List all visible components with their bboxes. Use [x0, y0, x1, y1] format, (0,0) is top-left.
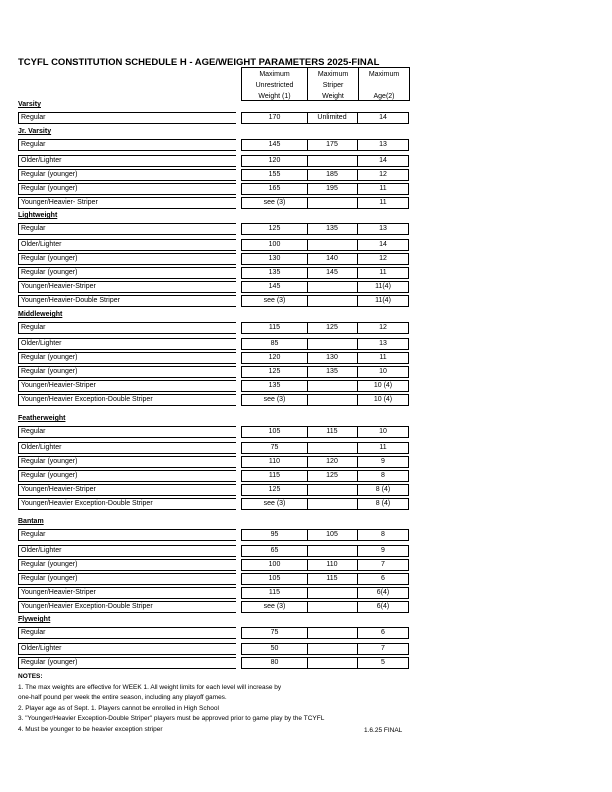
unrestricted-weight-cell: 65: [241, 545, 308, 557]
max-age-cell: 6(4): [358, 587, 409, 599]
row-label: Regular (younger): [18, 352, 236, 364]
max-age-cell: 11: [358, 442, 409, 454]
row-label: Regular (younger): [18, 366, 236, 378]
unrestricted-weight-cell: 145: [241, 139, 308, 151]
striper-weight-cell: 135: [307, 366, 358, 378]
header-max-unrestricted-weight: [241, 67, 308, 101]
row-label: Regular (younger): [18, 267, 236, 279]
row-label: Regular (younger): [18, 456, 236, 468]
striper-weight-cell: 105: [307, 529, 358, 541]
section-heading: Featherweight: [18, 415, 66, 422]
striper-weight-cell: [307, 239, 358, 251]
unrestricted-weight-cell: see (3): [241, 295, 308, 307]
header-line: Maximum: [259, 71, 290, 78]
unrestricted-weight-cell: 125: [241, 484, 308, 496]
unrestricted-weight-cell: see (3): [241, 601, 308, 613]
max-age-cell: 11(4): [358, 295, 409, 307]
max-age-cell: 14: [358, 112, 409, 124]
max-age-cell: 10: [358, 366, 409, 378]
row-label: Younger/Heavier-Striper: [18, 281, 236, 293]
section-heading: Bantam: [18, 518, 44, 525]
row-label: Younger/Heavier-Striper: [18, 484, 236, 496]
striper-weight-cell: [307, 498, 358, 510]
striper-weight-cell: 175: [307, 139, 358, 151]
unrestricted-weight-cell: 105: [241, 573, 308, 585]
row-label: Younger/Heavier-Striper: [18, 587, 236, 599]
unrestricted-weight-cell: 85: [241, 338, 308, 350]
section-heading: Middleweight: [18, 311, 63, 318]
max-age-cell: 13: [358, 338, 409, 350]
unrestricted-weight-cell: 115: [241, 470, 308, 482]
header-line: Age(2): [373, 93, 395, 100]
unrestricted-weight-cell: 95: [241, 529, 308, 541]
striper-weight-cell: 120: [307, 456, 358, 468]
row-label: Regular: [18, 627, 236, 639]
striper-weight-cell: 115: [307, 426, 358, 438]
max-age-cell: 11: [358, 267, 409, 279]
max-age-cell: 7: [358, 643, 409, 655]
row-label: Younger/Heavier- Striper: [18, 197, 236, 209]
note-line: 2. Player age as of Sept. 1. Players cannot be enrolled in High School: [18, 704, 219, 712]
row-label: Regular (younger): [18, 183, 236, 195]
page-title: TCYFL CONSTITUTION SCHEDULE H - AGE/WEIGHT PARAMETERS 2025-FINAL: [18, 57, 380, 68]
max-age-cell: 9: [358, 456, 409, 468]
header-line: Unrestricted: [255, 82, 294, 89]
unrestricted-weight-cell: 145: [241, 281, 308, 293]
striper-weight-cell: 195: [307, 183, 358, 195]
row-label: Older/Lighter: [18, 239, 236, 251]
section-heading: Varsity: [18, 101, 41, 108]
striper-weight-cell: [307, 627, 358, 639]
section-heading: Lightweight: [18, 212, 58, 219]
row-label: Younger/Heavier-Double Striper: [18, 295, 236, 307]
striper-weight-cell: [307, 657, 358, 669]
section-heading: Jr. Varsity: [18, 128, 52, 135]
row-label: Regular: [18, 139, 236, 151]
header-line: Maximum: [368, 71, 400, 78]
striper-weight-cell: 140: [307, 253, 358, 265]
striper-weight-cell: Unlimited: [307, 112, 358, 124]
striper-weight-cell: 125: [307, 470, 358, 482]
row-label: Regular (younger): [18, 573, 236, 585]
max-age-cell: 7: [358, 559, 409, 571]
note-line: 3. "Younger/Heavier Exception-Double Striper" players must be approved prior to game play by the TCYFL: [18, 715, 325, 722]
max-age-cell: 10: [358, 426, 409, 438]
max-age-cell: 11: [358, 197, 409, 209]
striper-weight-cell: [307, 394, 358, 406]
notes-heading: NOTES:: [18, 673, 43, 680]
max-age-cell: 9: [358, 545, 409, 557]
unrestricted-weight-cell: 110: [241, 456, 308, 468]
max-age-cell: 12: [358, 253, 409, 265]
striper-weight-cell: 185: [307, 169, 358, 181]
max-age-cell: 8 (4): [358, 498, 409, 510]
header-line: Weight: [322, 93, 344, 100]
striper-weight-cell: [307, 587, 358, 599]
striper-weight-cell: 145: [307, 267, 358, 279]
row-label: Older/Lighter: [18, 545, 236, 557]
striper-weight-cell: 135: [307, 223, 358, 235]
header-max-striper-weight: [307, 67, 359, 101]
row-label: Older/Lighter: [18, 338, 236, 350]
max-age-cell: 8: [358, 529, 409, 541]
header-max-age: [358, 67, 410, 101]
unrestricted-weight-cell: 120: [241, 155, 308, 167]
striper-weight-cell: [307, 338, 358, 350]
unrestricted-weight-cell: 170: [241, 112, 308, 124]
unrestricted-weight-cell: 120: [241, 352, 308, 364]
max-age-cell: 12: [358, 169, 409, 181]
max-age-cell: 13: [358, 223, 409, 235]
striper-weight-cell: [307, 643, 358, 655]
striper-weight-cell: [307, 442, 358, 454]
row-label: Older/Lighter: [18, 155, 236, 167]
row-label: Regular: [18, 426, 236, 438]
header-line: Weight (1): [258, 93, 291, 100]
row-label: Younger/Heavier Exception-Double Striper: [18, 498, 236, 510]
row-label: Regular: [18, 223, 236, 235]
header-line: Striper: [322, 82, 344, 89]
notes-block: [18, 672, 324, 735]
unrestricted-weight-cell: 155: [241, 169, 308, 181]
max-age-cell: 11: [358, 183, 409, 195]
striper-weight-cell: [307, 281, 358, 293]
row-label: Younger/Heavier-Striper: [18, 380, 236, 392]
version-label: 1.6.25 FINAL: [364, 727, 403, 734]
row-label: Regular (younger): [18, 470, 236, 482]
max-age-cell: 8: [358, 470, 409, 482]
max-age-cell: 8 (4): [358, 484, 409, 496]
row-label: Regular (younger): [18, 657, 236, 669]
striper-weight-cell: 110: [307, 559, 358, 571]
max-age-cell: 6: [358, 627, 409, 639]
max-age-cell: 10 (4): [358, 394, 409, 406]
unrestricted-weight-cell: 75: [241, 442, 308, 454]
unrestricted-weight-cell: 125: [241, 223, 308, 235]
striper-weight-cell: [307, 155, 358, 167]
unrestricted-weight-cell: 100: [241, 239, 308, 251]
max-age-cell: 14: [358, 239, 409, 251]
note-line: one-half pound per week the entire season, including any playoff games.: [18, 694, 227, 701]
max-age-cell: 6(4): [358, 601, 409, 613]
max-age-cell: 11(4): [358, 281, 409, 293]
max-age-cell: 6: [358, 573, 409, 585]
unrestricted-weight-cell: see (3): [241, 394, 308, 406]
max-age-cell: 13: [358, 139, 409, 151]
striper-weight-cell: 115: [307, 573, 358, 585]
striper-weight-cell: [307, 601, 358, 613]
row-label: Regular: [18, 322, 236, 334]
unrestricted-weight-cell: see (3): [241, 498, 308, 510]
unrestricted-weight-cell: 100: [241, 559, 308, 571]
striper-weight-cell: [307, 545, 358, 557]
note-line: 4. Must be younger to be heavier exception striper: [18, 725, 163, 733]
unrestricted-weight-cell: 80: [241, 657, 308, 669]
unrestricted-weight-cell: 165: [241, 183, 308, 195]
max-age-cell: 12: [358, 322, 409, 334]
striper-weight-cell: 130: [307, 352, 358, 364]
row-label: Older/Lighter: [18, 442, 236, 454]
unrestricted-weight-cell: 105: [241, 426, 308, 438]
row-label: Regular (younger): [18, 169, 236, 181]
unrestricted-weight-cell: 130: [241, 253, 308, 265]
max-age-cell: 10 (4): [358, 380, 409, 392]
section-heading: Flyweight: [18, 616, 51, 623]
striper-weight-cell: [307, 484, 358, 496]
unrestricted-weight-cell: 125: [241, 366, 308, 378]
row-label: Younger/Heavier Exception-Double Striper: [18, 601, 236, 613]
row-label: Younger/Heavier Exception-Double Striper: [18, 394, 236, 406]
unrestricted-weight-cell: 75: [241, 627, 308, 639]
note-line: 1. The max weights are effective for WEEK 1. All weight limits for each level will increase by: [18, 683, 282, 691]
row-label: Regular: [18, 112, 236, 124]
unrestricted-weight-cell: 115: [241, 587, 308, 599]
striper-weight-cell: [307, 295, 358, 307]
unrestricted-weight-cell: 115: [241, 322, 308, 334]
striper-weight-cell: [307, 197, 358, 209]
row-label: Regular (younger): [18, 253, 236, 265]
row-label: Regular: [18, 529, 236, 541]
header-line: [359, 80, 409, 91]
unrestricted-weight-cell: see (3): [241, 197, 308, 209]
striper-weight-cell: [307, 380, 358, 392]
unrestricted-weight-cell: 135: [241, 267, 308, 279]
header-line: Maximum: [317, 71, 349, 78]
max-age-cell: 14: [358, 155, 409, 167]
striper-weight-cell: 125: [307, 322, 358, 334]
row-label: Regular (younger): [18, 559, 236, 571]
unrestricted-weight-cell: 135: [241, 380, 308, 392]
unrestricted-weight-cell: 50: [241, 643, 308, 655]
row-label: Older/Lighter: [18, 643, 236, 655]
max-age-cell: 5: [358, 657, 409, 669]
max-age-cell: 11: [358, 352, 409, 364]
